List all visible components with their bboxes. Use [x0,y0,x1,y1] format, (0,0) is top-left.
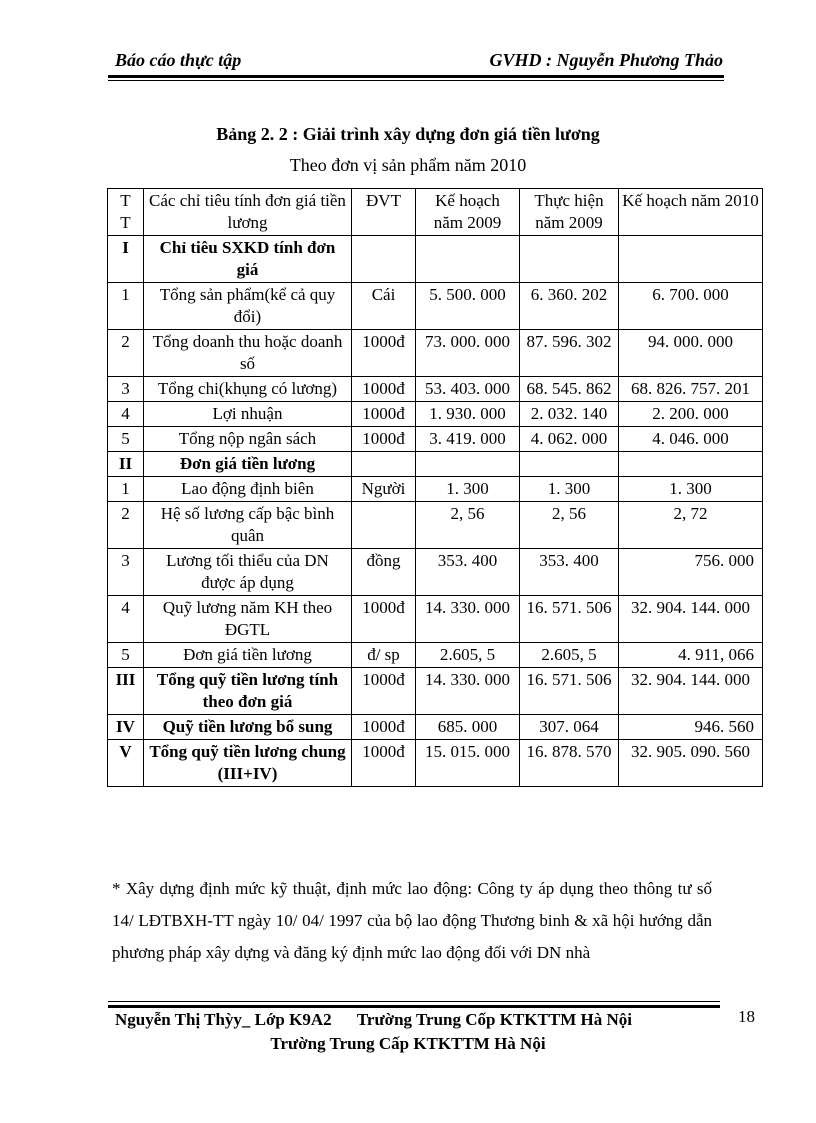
cell-tt: 4 [108,402,144,427]
table-row [108,283,763,330]
cell-unit: 1000đ [352,427,416,452]
cell-tt: 5 [108,643,144,668]
table-subtitle: Theo đơn vị sản phẩm năm 2010 [289,155,527,175]
cell-name: Chỉ tiêu SXKD tính đơn giá [144,236,352,283]
cell-kh2009 [416,452,520,477]
cell-tt: 5 [108,427,144,452]
header-right: GVHD : Nguyễn Phương Thảo [489,50,723,70]
col-header: Thực hiện năm 2009 [520,189,619,236]
page-number: 18 [738,1007,755,1026]
cell-tt: 1 [108,477,144,502]
cell-th2009: 2.605, 5 [520,643,619,668]
cell-th2009: 68. 545. 862 [520,377,619,402]
cell-th2009: 1. 300 [520,477,619,502]
table-row [108,427,763,452]
cell-kh2009: 53. 403. 000 [416,377,520,402]
cell-name: Tổng quỹ tiền lương chung (III+IV) [144,740,352,787]
table-row [108,236,763,283]
cell-kh2009: 3. 419. 000 [416,427,520,452]
cell-tt: III [108,668,144,715]
cell-kh2010: 68. 826. 757. 201 [619,377,763,402]
cell-kh2009 [416,236,520,283]
cell-kh2009: 685. 000 [416,715,520,740]
cell-tt: 2 [108,502,144,549]
table-row [108,643,763,668]
cell-th2009 [520,452,619,477]
cell-kh2010: 6. 700. 000 [619,283,763,330]
cell-th2009: 16. 878. 570 [520,740,619,787]
cell-name: Tổng nộp ngân sách [144,427,352,452]
cell-th2009: 2. 032. 140 [520,402,619,427]
cell-unit [352,502,416,549]
cell-kh2009: 1. 930. 000 [416,402,520,427]
footer-author: Nguyễn Thị Thỳy_ Lớp K9A2 Trường Trung Cốp KTKTTM Hà Nội [115,1010,632,1029]
table-row [108,452,763,477]
cell-kh2009: 5. 500. 000 [416,283,520,330]
cell-unit: 1000đ [352,596,416,643]
cell-th2009: 307. 064 [520,715,619,740]
cell-kh2010: 2, 72 [619,502,763,549]
cell-name: Quỹ tiền lương bổ sung [144,715,352,740]
page-header [115,50,723,74]
cell-tt: I [108,236,144,283]
cell-name: Đơn giá tiền lương [144,452,352,477]
cell-unit [352,236,416,283]
cell-kh2009: 1. 300 [416,477,520,502]
cell-name: Lương tối thiểu của DN được áp dụng [144,549,352,596]
footer-school: Trường Trung Cấp KTKTTM Hà Nội [270,1034,546,1053]
cell-name: Tổng quỹ tiền lương tính theo đơn giá [144,668,352,715]
cell-th2009: 16. 571. 506 [520,596,619,643]
cell-unit [352,452,416,477]
cell-kh2009: 15. 015. 000 [416,740,520,787]
cell-kh2009: 2, 56 [416,502,520,549]
cell-tt: 2 [108,330,144,377]
cell-kh2009: 14. 330. 000 [416,596,520,643]
cell-kh2010: 32. 905. 090. 560 [619,740,763,787]
header-rule [108,75,724,78]
cell-name: Tổng sản phẩm(kể cả quy đổi) [144,283,352,330]
col-header: Kế hoạch năm 2009 [416,189,520,236]
cell-unit: 1000đ [352,402,416,427]
cell-kh2009: 2.605, 5 [416,643,520,668]
cell-name: Lao động định biên [144,477,352,502]
cell-unit: 1000đ [352,740,416,787]
cell-tt: 3 [108,549,144,596]
cell-unit: Người [352,477,416,502]
table-title: Bảng 2. 2 : Giải trình xây dựng đơn giá tiền lương [216,124,600,144]
col-header: ĐVT [352,189,416,236]
cell-name: Hệ số lương cấp bậc bình quân [144,502,352,549]
table-row [108,330,763,377]
cell-kh2010: 4. 911, 066 [619,643,763,668]
footer-rule-thin [108,1001,720,1002]
cell-unit: 1000đ [352,330,416,377]
cell-th2009: 2, 56 [520,502,619,549]
cell-kh2010: 32. 904. 144. 000 [619,596,763,643]
cell-kh2010: 756. 000 [619,549,763,596]
cell-name: Tổng chi(khụng có lương) [144,377,352,402]
cell-unit: 1000đ [352,668,416,715]
cell-unit: đ/ sp [352,643,416,668]
table-row [108,668,763,715]
cell-unit: 1000đ [352,715,416,740]
table-row [108,502,763,549]
cell-kh2009: 353. 400 [416,549,520,596]
header-left: Báo cáo thực tập [115,50,242,70]
cell-unit: đồng [352,549,416,596]
cell-th2009: 6. 360. 202 [520,283,619,330]
cell-kh2010: 4. 046. 000 [619,427,763,452]
cell-tt: II [108,452,144,477]
cell-th2009 [520,236,619,283]
cell-tt: 3 [108,377,144,402]
cell-tt: V [108,740,144,787]
footer-rule [108,1005,720,1008]
cell-name: Lợi nhuận [144,402,352,427]
cell-th2009: 353. 400 [520,549,619,596]
table-row [108,740,763,787]
table-row [108,477,763,502]
cell-kh2010 [619,236,763,283]
table-row [108,596,763,643]
table-row [108,715,763,740]
cell-kh2009: 73. 000. 000 [416,330,520,377]
body-paragraph: * Xây dựng định mức kỹ thuật, định mức lao động: Công ty áp dụng theo thông tư số 14/ LĐTBXH-TT ngày 10/ 04/ 1997 của bộ lao động Thương binh & xã hội hướng dẫn phương pháp xây dựng và đăng ký định mức lao động đối với DN nhà [112,879,712,962]
cell-th2009: 4. 062. 000 [520,427,619,452]
table-row [108,549,763,596]
cell-kh2010: 1. 300 [619,477,763,502]
cell-kh2010 [619,452,763,477]
cell-th2009: 16. 571. 506 [520,668,619,715]
cell-tt: 4 [108,596,144,643]
cell-name: Quỹ lương năm KH theo ĐGTL [144,596,352,643]
cell-tt: IV [108,715,144,740]
cell-kh2010: 32. 904. 144. 000 [619,668,763,715]
cell-name: Tổng doanh thu hoặc doanh số [144,330,352,377]
col-header: Kế hoạch năm 2010 [619,189,763,236]
table-row [108,402,763,427]
col-header: Các chỉ tiêu tính đơn giá tiền lương [144,189,352,236]
wage-table [107,188,763,787]
col-header: T T [108,189,144,236]
header-rule-thin [108,80,724,81]
cell-name: Đơn giá tiền lương [144,643,352,668]
cell-unit: 1000đ [352,377,416,402]
cell-kh2010: 94. 000. 000 [619,330,763,377]
cell-kh2010: 946. 560 [619,715,763,740]
cell-kh2010: 2. 200. 000 [619,402,763,427]
cell-unit: Cái [352,283,416,330]
table-header-row [108,189,763,236]
cell-kh2009: 14. 330. 000 [416,668,520,715]
cell-th2009: 87. 596. 302 [520,330,619,377]
cell-tt: 1 [108,283,144,330]
table-row [108,377,763,402]
